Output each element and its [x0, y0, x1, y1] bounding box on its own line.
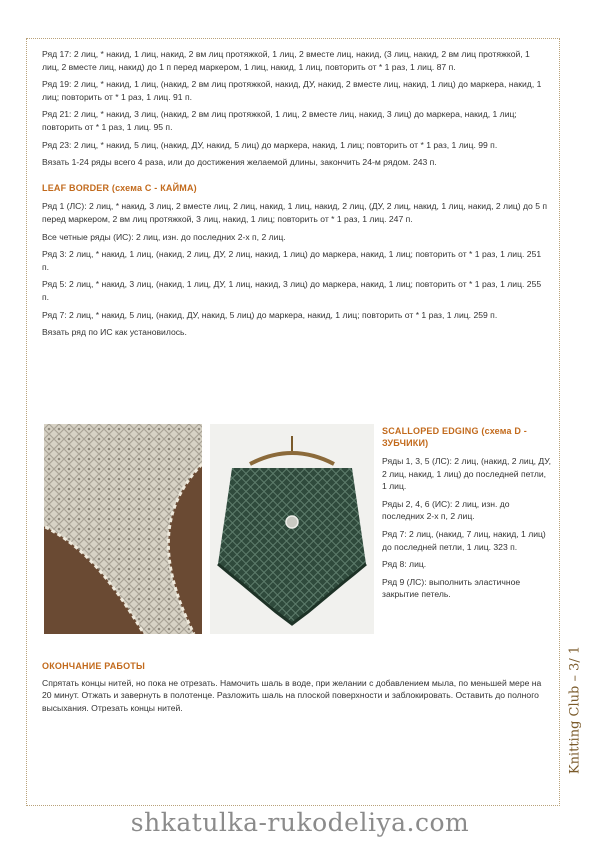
repeat-instruction: Вязать 1-24 ряды всего 4 раза, или до достижения желаемой длины, закончить 24-м рядом. 243 п.: [42, 157, 437, 168]
row-23: Ряд 23: 2 лиц, * накид, 5 лиц, (накид, ДУ, накид, 5 лиц) до маркера, накид, 1 лиц; повторить от * 1 раз, 1 лиц. 99 п.: [42, 139, 498, 150]
side-label-text: Knitting Club – 3/ 1: [567, 645, 583, 775]
leaf-row-1: Ряд 1 (ЛС): 2 лиц, * накид, 3 лиц, 2 вместе лиц, 2 лиц, накид, 1 лиц, накид, 2 лиц, (ДУ, 2 лиц, накид, 1 лиц, накид, 2 лиц) до 5 п перед маркером, 2 вм лиц протяжкой, 3 лиц, накид, 1 лиц; повторить от * 1 раз, 1 лиц. 247 п.: [42, 201, 548, 224]
leaf-row-5: Ряд 5: 2 лиц, * накид, 3 лиц, (накид, 1 лиц, ДУ, 1 лиц, накид, 3 лиц) до маркера, накид, 1 лиц; повторить от * 1 раз, 1 лиц. 255 п.: [42, 279, 542, 302]
leaf-row-7: Ряд 7: 2 лиц, * накид, 5 лиц, (накид, ДУ, накид, 5 лиц) до маркера, накид, 1 лиц; повторить от * 1 раз, 1 лиц. 259 п.: [42, 309, 498, 320]
row-17: Ряд 17: 2 лиц, * накид, 1 лиц, накид, 2 вм лиц протяжкой, 1 лиц, 2 вместе лиц, накид, (3 лиц, накид, 2 вм лиц протяжкой, 1 лиц, 2 вместе лиц, накид) до 1 п перед маркером, 1 лиц, накид, 1 лиц, повторить от * 1 раз, 1 лиц. 87 п.: [42, 49, 530, 72]
row-19: Ряд 19: 2 лиц, * накид, 1 лиц, (накид, 2 вм лиц протяжкой, накид, ДУ, накид, 2 вместе лиц, накид, 1 лиц) до маркера, накид, 1 лиц; повторить от * 1 раз, 1 лиц. 91 п.: [42, 79, 542, 102]
scallop-row-8: Ряд 8: лиц.: [382, 559, 427, 570]
shawl-photo-dark: [210, 424, 374, 634]
finishing-section: [42, 660, 548, 719]
side-label: [563, 630, 587, 790]
scallop-rows-2-4-6: Ряды 2, 4, 6 (ИС): 2 лиц, изн. до последних 2-х п, 2 лиц.: [382, 498, 510, 522]
pattern-text: [42, 48, 548, 344]
shawl-photo-light: [44, 424, 202, 634]
row-21: Ряд 21: 2 лиц, * накид, 3 лиц, (накид, 2 вм лиц протяжкой, 1 лиц, 2 вместе лиц, накид, 3 лиц) до маркера, накид, 1 лиц; повторить от * 1 раз, 1 лиц. 95 п.: [42, 109, 517, 132]
leaf-even-rows: Все четные ряды (ИС): 2 лиц, изн. до последних 2-х п, 2 лиц.: [42, 231, 286, 242]
scallop-row-9: Ряд 9 (ЛС): выполнить эластичное закрытие петель.: [382, 576, 521, 600]
watermark: shkatulka-rukodeliya.com: [130, 808, 470, 837]
leaf-ws-row: Вязать ряд по ИС как установилось.: [42, 327, 187, 338]
finishing-text: Спрятать концы нитей, но пока не отрезать. Намочить шаль в воде, при желании с добавлением мыла, по меньшей мере на 20 минут. Отжать и завернуть в полотенце. Разложить шаль на плоской поверхности и заблокировать. Оставить до полного высыхания. Отрезать концы нитей.: [42, 677, 542, 713]
scalloped-edging: [382, 425, 552, 606]
finishing-heading: ОКОНЧАНИЕ РАБОТЫ: [42, 661, 145, 671]
scallop-row-7: Ряд 7: 2 лиц, (накид, 7 лиц, накид, 1 лиц) до последней петли, 1 лиц. 323 п.: [382, 528, 546, 552]
scalloped-heading: SCALLOPED EDGING (схема D - ЗУБЧИКИ): [382, 426, 528, 448]
leaf-row-3: Ряд 3: 2 лиц, * накид, 1 лиц, (накид, 2 лиц, ДУ, 2 лиц, накид, 1 лиц) до маркера, накид, 1 лиц; повторить от * 1 раз, 1 лиц. 251 п.: [42, 249, 542, 272]
leaf-border-heading: LEAF BORDER (схема С - КАЙМА): [42, 182, 197, 193]
scallop-rows-1-3-5: Ряды 1, 3, 5 (ЛС): 2 лиц, (накид, 2 лиц, ДУ, 2 лиц, накид, 1 лиц) до последней петли, 1 лиц.: [382, 456, 552, 492]
